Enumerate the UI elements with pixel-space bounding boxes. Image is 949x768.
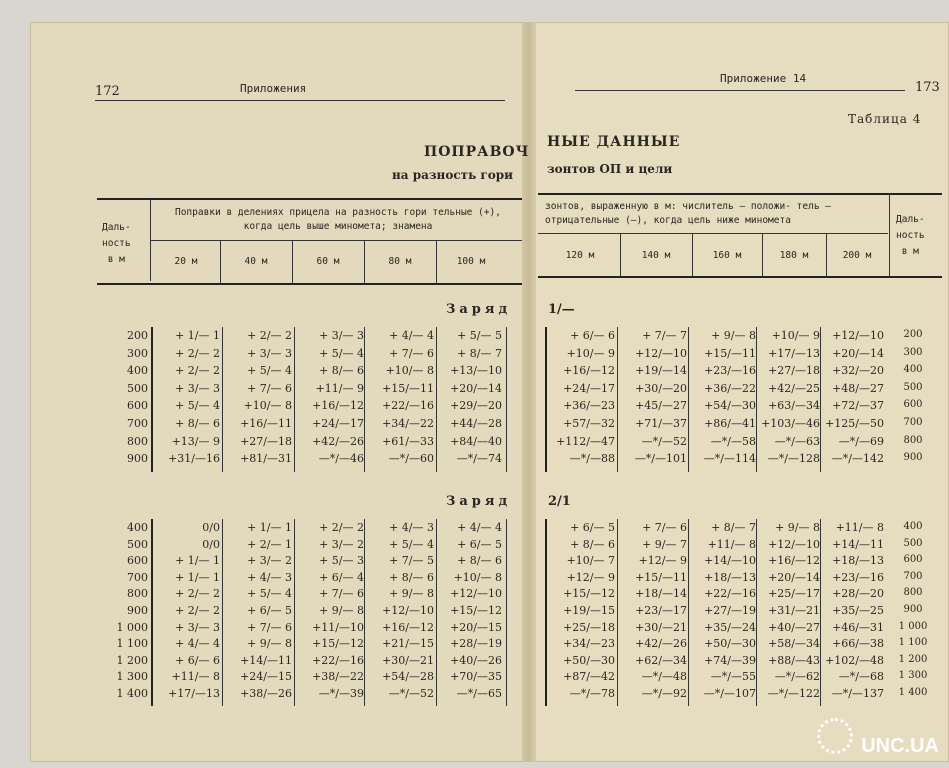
left-table-cell: + 2/— 2 — [175, 346, 220, 360]
right-table-cell: + 9/— 8 — [775, 521, 820, 534]
left-col-divider — [436, 327, 437, 472]
left-table-cell: + 5/— 4 — [247, 587, 292, 601]
right-table-cell: +12/— 9 — [566, 570, 615, 584]
right-height-header: 180 м — [779, 250, 809, 261]
distance-right: 700 — [903, 417, 923, 428]
right-table-cell: +30/—20 — [635, 381, 687, 395]
left-table-cell: + 4/— 3 — [389, 521, 434, 534]
left-table-cell: + 3/— 2 — [319, 537, 364, 551]
right-table-cell: +45/—27 — [635, 399, 687, 413]
left-table-cell: +16/—11 — [240, 417, 292, 430]
watermark-sun-icon — [817, 718, 853, 754]
left-table-cell: + 4/— 4 — [389, 329, 434, 342]
left-table-cell: —*/—46 — [318, 452, 364, 466]
right-table-cell: +34/—23 — [563, 637, 615, 651]
left-height-header: 60 м — [316, 256, 340, 267]
left-table-cell: +70/—35 — [450, 670, 502, 684]
left-table-cell: +16/—12 — [382, 620, 434, 634]
right-table-cell: +125/—50 — [825, 417, 884, 430]
right-table-cell: + 9/— 8 — [711, 329, 756, 342]
right-col-divider — [617, 519, 618, 706]
distance-right: 900 — [903, 452, 923, 464]
left-table-cell: + 5/— 4 — [175, 399, 220, 413]
left-table-cell: +11/—10 — [312, 620, 364, 634]
distance-right: 600 — [903, 554, 923, 566]
left-table-cell: +27/—18 — [240, 434, 292, 448]
right-table-cell: +35/—25 — [832, 604, 884, 617]
distance-left: 700 — [127, 570, 148, 584]
left-table-cell: +15/—12 — [312, 637, 364, 651]
left-col-divider — [222, 327, 223, 472]
right-height-divider — [620, 234, 621, 276]
right-table-cell: +15/—11 — [635, 570, 687, 584]
right-table-cell: +24/—17 — [563, 381, 615, 395]
left-table-cell: +24/—15 — [240, 670, 292, 684]
right-table-cell: + 9/— 7 — [642, 537, 687, 551]
left-table-cell: +13/— 9 — [171, 434, 220, 448]
left-table-cell: —*/—65 — [456, 687, 502, 700]
distance-right: 200 — [903, 329, 923, 340]
right-table-cell: + 7/— 7 — [642, 329, 687, 342]
right-table-cell: +86/—41 — [704, 417, 756, 430]
distance-right: 600 — [903, 399, 923, 411]
left-table-cell: + 2/— 2 — [175, 364, 220, 378]
left-col-divider — [436, 519, 437, 706]
right-table-cell: +18/—13 — [832, 554, 884, 568]
right-table-cell: +10/— 9 — [771, 329, 820, 342]
left-table-cell: +38/—26 — [240, 687, 292, 700]
left-table-cell: +15/—11 — [382, 381, 434, 395]
left-table-cell: +22/—16 — [312, 653, 364, 667]
right-table-cell: +10/— 9 — [566, 346, 615, 360]
right-table-cell: +14/—10 — [704, 554, 756, 568]
right-table-cell: +14/—11 — [832, 537, 884, 551]
distance-right: 300 — [903, 346, 923, 358]
right-table-cell: +12/—10 — [635, 346, 687, 360]
left-table-cell: +54/—28 — [382, 670, 434, 684]
left-table-cell: +42/—26 — [312, 434, 364, 448]
right-table-cell: —*/—48 — [641, 670, 687, 684]
left-span-rule — [150, 240, 522, 241]
right-table-cell: +16/—12 — [768, 554, 820, 568]
right-table-cell: + 7/— 6 — [642, 521, 687, 534]
right-table-cell: +36/—22 — [704, 381, 756, 395]
right-span-rule — [538, 233, 888, 234]
right-table-cell: —*/—128 — [767, 452, 820, 466]
right-head-rule — [575, 90, 905, 91]
distance-right: 900 — [903, 604, 923, 615]
right-table-cell: +15/—11 — [704, 346, 756, 360]
left-table-cell: +10/— 8 — [385, 364, 434, 378]
watermark: UNC.UA — [861, 735, 939, 757]
distance-left: 400 — [127, 364, 148, 378]
right-table-cell: +63/—34 — [768, 399, 820, 413]
left-col-divider — [364, 519, 365, 706]
right-table-cell: +74/—39 — [704, 653, 756, 667]
left-table-cell: +30/—21 — [382, 653, 434, 667]
right-table-cell: +48/—27 — [832, 381, 884, 395]
left-table-cell: +21/—15 — [382, 637, 434, 651]
left-table-cell: + 9/— 8 — [389, 587, 434, 601]
left-table-cell: +10/— 8 — [453, 570, 502, 584]
distance-right: 1 200 — [898, 653, 928, 665]
right-table-cell: + 8/— 6 — [570, 537, 615, 551]
distance-left: 1 100 — [116, 637, 148, 651]
right-table-cell: +50/—30 — [563, 653, 615, 667]
book-gutter — [522, 22, 536, 762]
left-table-cell: + 4/— 3 — [247, 570, 292, 584]
left-col-divider — [294, 327, 295, 472]
left-table-cell: + 6/— 6 — [175, 653, 220, 667]
left-table-cell: —*/—39 — [318, 687, 364, 700]
left-table-cell: + 6/— 5 — [247, 604, 292, 617]
right-height-header: 120 м — [565, 250, 595, 261]
right-table-cell: —*/—107 — [703, 687, 756, 700]
right-span-header: зонтов, выраженную в м: числитель — положи- тель — отрицательные (—), когда цель ниже миномета — [545, 201, 831, 226]
left-running-head: Приложения — [240, 82, 307, 95]
right-table-cell: —*/—63 — [774, 434, 820, 448]
table-label: Таблица 4 — [848, 112, 922, 126]
right-table-cell: +10/— 7 — [566, 554, 615, 568]
right-col-divider — [617, 327, 618, 472]
right-table-cell: +23/—17 — [635, 604, 687, 617]
left-table-cell: + 3/— 3 — [175, 620, 220, 634]
right-table-top-rule — [538, 193, 942, 195]
distance-left: 800 — [127, 434, 148, 448]
left-height-header: 20 м — [174, 256, 198, 267]
left-table-cell: + 2/— 1 — [247, 537, 292, 551]
left-table-cell: +84/—40 — [450, 434, 502, 448]
right-table-cell: +31/—21 — [768, 604, 820, 617]
distance-left: 500 — [127, 537, 148, 551]
left-height-header: 100 м — [456, 256, 486, 267]
left-table-cell: +12/—10 — [382, 604, 434, 617]
right-table-cell: —*/—55 — [710, 670, 756, 684]
left-table-cell: —*/—52 — [388, 687, 434, 700]
left-table-cell: + 2/— 2 — [175, 587, 220, 601]
left-height-divider — [364, 241, 365, 283]
right-table-cell: +27/—18 — [768, 364, 820, 378]
left-table-cell: + 2/— 2 — [175, 604, 220, 617]
right-table-cell: —*/—92 — [641, 687, 687, 700]
right-table-cell: +18/—14 — [635, 587, 687, 601]
left-subtitle: на разность гори — [392, 168, 514, 182]
right-table-cell: —*/—114 — [703, 452, 756, 466]
left-table-cell: —*/—60 — [388, 452, 434, 466]
charge1-label-left: Заряд — [446, 302, 512, 317]
distance-left: 300 — [127, 346, 148, 360]
right-height-header: 140 м — [641, 250, 671, 261]
right-table-cell: —*/—137 — [831, 687, 884, 700]
right-table-divider — [545, 519, 547, 706]
left-col-divider — [294, 519, 295, 706]
right-table-cell: +12/—10 — [768, 537, 820, 551]
left-table-cell: + 7/— 6 — [247, 381, 292, 395]
distance-right: 1 100 — [898, 637, 928, 649]
left-span-header: Поправки в делениях прицела на разность гори тельные (+), когда цель выше миномета; знамена — [174, 207, 501, 232]
left-table-cell: + 3/— 2 — [247, 554, 292, 568]
right-table-cell: +103/—46 — [761, 417, 820, 430]
left-table-cell: + 8/— 6 — [175, 417, 220, 430]
right-table-cell: +42/—25 — [768, 381, 820, 395]
left-table-cell: 0/0 — [202, 521, 220, 534]
left-col-divider — [506, 327, 507, 472]
distance-right: 800 — [903, 434, 923, 446]
left-table-cell: +17/—13 — [168, 687, 220, 700]
right-table-cell: +46/—31 — [832, 620, 884, 634]
right-table-cell: —*/—69 — [838, 434, 884, 448]
left-table-cell: +44/—28 — [450, 417, 502, 430]
left-table-cell: + 3/— 3 — [319, 329, 364, 342]
right-table-cell: +62/—34 — [635, 653, 687, 667]
right-table-cell: +42/—26 — [635, 637, 687, 651]
right-table-cell: +11/— 8 — [707, 537, 756, 551]
right-table-cell: +66/—38 — [832, 637, 884, 651]
right-table-cell: +88/—43 — [768, 653, 820, 667]
left-table-cell: +15/—12 — [450, 604, 502, 617]
left-table-cell: + 3/— 3 — [247, 346, 292, 360]
right-height-divider — [826, 234, 827, 276]
right-table-cell: +50/—30 — [704, 637, 756, 651]
left-table-bottom-rule — [97, 283, 522, 285]
right-table-cell: +112/—47 — [556, 434, 615, 448]
left-table-cell: + 5/— 5 — [457, 329, 502, 342]
left-table-cell: + 7/— 6 — [247, 620, 292, 634]
left-table-cell: +20/—14 — [450, 381, 502, 395]
right-title: НЫЕ ДАННЫЕ — [547, 134, 681, 150]
left-table-cell: +12/—10 — [450, 587, 502, 601]
distance-left: 900 — [127, 604, 148, 617]
right-table-cell: +87/—42 — [563, 670, 615, 684]
left-table-cell: +22/—16 — [382, 399, 434, 413]
left-table-cell: + 5/— 4 — [389, 537, 434, 551]
left-table-divider — [151, 327, 153, 472]
left-table-cell: + 5/— 4 — [247, 364, 292, 378]
charge2-label-right: 2/1 — [548, 494, 571, 509]
left-table-cell: + 7/— 6 — [319, 587, 364, 601]
left-table-cell: +81/—31 — [240, 452, 292, 466]
right-table-cell: +40/—27 — [768, 620, 820, 634]
right-running-head: Приложение 14 — [720, 72, 807, 85]
left-table-cell: + 7/— 5 — [389, 554, 434, 568]
left-table-cell: + 9/— 8 — [319, 604, 364, 617]
distance-left: 600 — [127, 399, 148, 413]
left-table-cell: +13/—10 — [450, 364, 502, 378]
right-table-cell: +19/—15 — [563, 604, 615, 617]
right-table-cell: —*/—68 — [838, 670, 884, 684]
right-col-divider — [820, 327, 821, 472]
distance-left: 900 — [127, 452, 148, 466]
left-table-cell: + 7/— 6 — [389, 346, 434, 360]
right-table-cell: +30/—21 — [635, 620, 687, 634]
right-page-number: 173 — [915, 80, 940, 95]
right-table-cell: +12/—10 — [832, 329, 884, 342]
left-dist-header: Даль- ность в м — [102, 222, 131, 265]
left-table-cell: + 9/— 8 — [247, 637, 292, 651]
right-table-cell: +72/—37 — [832, 399, 884, 413]
right-table-cell: —*/—88 — [569, 452, 615, 466]
distance-left: 700 — [127, 417, 148, 430]
right-table-cell: + 8/— 7 — [711, 521, 756, 534]
right-table-cell: —*/—101 — [634, 452, 687, 466]
right-table-cell: +16/—12 — [563, 364, 615, 378]
charge1-label-right: 1/— — [548, 302, 575, 317]
left-table-top-rule — [97, 198, 522, 200]
left-table-cell: +11/— 9 — [315, 381, 364, 395]
left-col-divider — [364, 327, 365, 472]
right-table-cell: +32/—20 — [832, 364, 884, 378]
right-table-cell: —*/—62 — [774, 670, 820, 684]
left-table-cell: +10/— 8 — [243, 399, 292, 413]
distance-right: 500 — [903, 381, 923, 393]
distance-left: 1 400 — [116, 687, 148, 700]
right-table-cell: +25/—18 — [563, 620, 615, 634]
left-table-cell: + 1/— 1 — [247, 521, 292, 534]
left-table-cell: +29/—20 — [450, 399, 502, 413]
distance-right: 400 — [903, 521, 923, 532]
left-table-cell: +20/—15 — [450, 620, 502, 634]
left-table-cell: + 2/— 2 — [247, 329, 292, 342]
left-table-cell: + 6/— 5 — [457, 537, 502, 551]
left-table-cell: + 8/— 6 — [389, 570, 434, 584]
right-table-cell: +27/—19 — [704, 604, 756, 617]
left-col-divider — [222, 519, 223, 706]
distance-left: 600 — [127, 554, 148, 568]
right-table-cell: +17/—13 — [768, 346, 820, 360]
right-table-cell: +71/—37 — [635, 417, 687, 430]
distance-left: 500 — [127, 381, 148, 395]
right-table-cell: +12/— 9 — [638, 554, 687, 568]
right-table-divider — [545, 327, 547, 472]
distance-right: 1 400 — [898, 687, 928, 698]
right-height-header: 200 м — [842, 250, 872, 261]
left-table-cell: + 8/— 6 — [319, 364, 364, 378]
right-table-cell: —*/—122 — [767, 687, 820, 700]
right-col-divider — [756, 327, 757, 472]
left-head-rule — [95, 100, 505, 101]
distance-right: 800 — [903, 587, 923, 599]
left-table-divider — [151, 519, 153, 706]
distance-left: 400 — [127, 521, 148, 534]
right-table-cell: +58/—34 — [768, 637, 820, 651]
left-table-cell: +61/—33 — [382, 434, 434, 448]
right-table-cell: —*/—142 — [831, 452, 884, 466]
left-table-cell: +14/—11 — [240, 653, 292, 667]
right-table-cell: +18/—13 — [704, 570, 756, 584]
right-table-cell: +36/—23 — [563, 399, 615, 413]
left-table-cell: + 5/— 4 — [319, 346, 364, 360]
right-table-cell: —*/—52 — [641, 434, 687, 448]
left-height-divider — [292, 241, 293, 283]
left-table-cell: +34/—22 — [382, 417, 434, 430]
charge2-label-left: Заряд — [446, 494, 512, 509]
distance-left: 800 — [127, 587, 148, 601]
left-table-cell: + 5/— 3 — [319, 554, 364, 568]
left-height-header: 40 м — [244, 256, 268, 267]
left-table-cell: + 6/— 4 — [319, 570, 364, 584]
distance-right: 700 — [903, 570, 923, 582]
left-table-cell: + 1/— 1 — [175, 554, 220, 568]
right-col-divider — [688, 519, 689, 706]
right-height-header: 160 м — [712, 250, 742, 261]
left-table-cell: + 4/— 4 — [457, 521, 502, 534]
distance-left: 1 200 — [116, 653, 148, 667]
left-table-cell: +31/—16 — [168, 452, 220, 466]
distance-right: 1 300 — [898, 670, 928, 682]
left-table-cell: + 2/— 2 — [319, 521, 364, 534]
right-table-cell: +23/—16 — [704, 364, 756, 378]
distance-left: 200 — [127, 329, 148, 342]
right-table-cell: +102/—48 — [825, 653, 884, 667]
distance-right: 1 000 — [898, 620, 928, 632]
right-table-cell: + 6/— 6 — [570, 329, 615, 342]
left-height-divider — [220, 241, 221, 283]
right-table-cell: +35/—24 — [704, 620, 756, 634]
left-height-header: 80 м — [388, 256, 412, 267]
right-height-divider — [762, 234, 763, 276]
right-table-cell: +25/—17 — [768, 587, 820, 601]
left-table-cell: —*/—74 — [456, 452, 502, 466]
right-dist-header: Даль- ность в м — [896, 214, 925, 257]
left-table-cell: + 1/— 1 — [175, 329, 220, 342]
left-table-cell: + 8/— 7 — [457, 346, 502, 360]
right-table-cell: +19/—14 — [635, 364, 687, 378]
right-table-cell: + 6/— 5 — [570, 521, 615, 534]
left-table-cell: +38/—22 — [312, 670, 364, 684]
right-header-divider — [889, 194, 890, 276]
right-table-cell: +54/—30 — [704, 399, 756, 413]
left-table-cell: +16/—12 — [312, 399, 364, 413]
left-table-cell: +40/—26 — [450, 653, 502, 667]
right-height-divider — [692, 234, 693, 276]
distance-left: 1 000 — [116, 620, 148, 634]
left-table-cell: +24/—17 — [312, 417, 364, 430]
left-page-number: 172 — [95, 84, 120, 99]
left-title: ПОПРАВОЧ — [424, 144, 530, 160]
right-table-cell: —*/—78 — [569, 687, 615, 700]
right-table-cell: +23/—16 — [832, 570, 884, 584]
right-table-cell: +11/— 8 — [835, 521, 884, 534]
left-table-cell: + 8/— 6 — [457, 554, 502, 568]
right-subtitle: зонтов ОП и цели — [547, 162, 673, 176]
right-table-cell: —*/—58 — [710, 434, 756, 448]
distance-left: 1 300 — [116, 670, 148, 684]
right-table-cell: +28/—20 — [832, 587, 884, 601]
left-table-cell: + 3/— 3 — [175, 381, 220, 395]
right-col-divider — [820, 519, 821, 706]
left-table-cell: + 1/— 1 — [175, 570, 220, 584]
left-table-cell: +11/— 8 — [171, 670, 220, 684]
left-col-divider — [506, 519, 507, 706]
distance-right: 400 — [903, 364, 923, 376]
left-table-cell: +28/—19 — [450, 637, 502, 651]
right-table-cell: +20/—14 — [768, 570, 820, 584]
right-table-bottom-rule — [538, 276, 942, 278]
distance-right: 500 — [903, 537, 923, 549]
left-table-cell: 0/0 — [202, 537, 220, 551]
right-table-cell: +57/—32 — [563, 417, 615, 430]
right-col-divider — [756, 519, 757, 706]
right-table-cell: +20/—14 — [832, 346, 884, 360]
right-table-cell: +22/—16 — [704, 587, 756, 601]
right-col-divider — [688, 327, 689, 472]
left-height-divider — [436, 241, 437, 283]
left-table-cell: + 4/— 4 — [175, 637, 220, 651]
right-table-cell: +15/—12 — [563, 587, 615, 601]
